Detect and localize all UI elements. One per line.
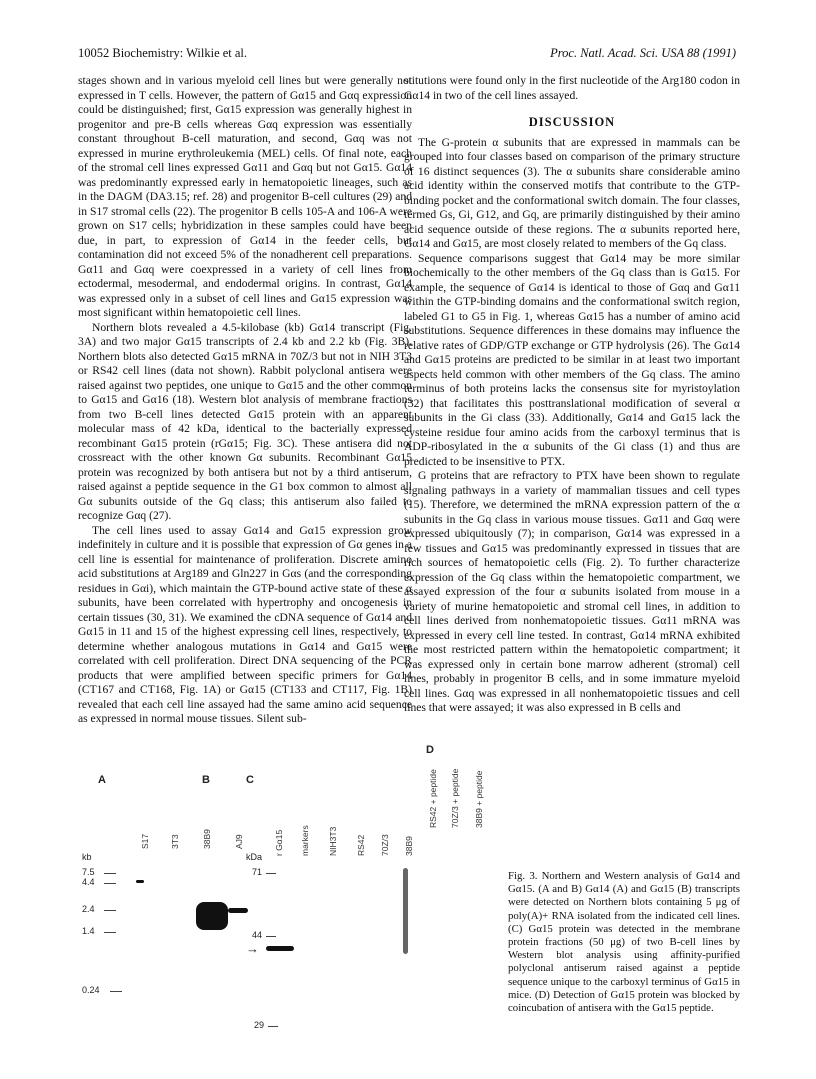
kda-tick-71: 71: [252, 867, 263, 877]
header-right: Proc. Natl. Acad. Sci. USA 88 (1991): [550, 46, 736, 60]
kb-tick-mark: [104, 910, 116, 911]
kda-tick-mark: [268, 1026, 278, 1027]
lane-label-38b9: 38B9: [202, 829, 212, 849]
kb-tick-mark: [110, 991, 122, 992]
lane-label-rs42-peptide: RS42 + peptide: [428, 769, 438, 828]
discussion-paragraph-2: Sequence comparisons suggest that Gα14 may be more similar biochemically to the other members of the Gq class than is Gα15. For example, the sequence of Gα14 is identical to those of Gαq and Gα11 within the GTP-binding domains and the conformational switch region, labeled G1 to G5 in Fig. 1, whereas Gα15 has a number of amino acid substitutions. Sequence differences in these domains may influence the relative rates of GDP/GTP exchange or GTP hydrolysis (26). The Gα14 and Gα15 proteins are predicted to be similar in at least two important aspects held common with other members of the Gq class. The amino terminus of both proteins lacks the consensus site for myristoylation (32) that facilitates this posttranslational modification of several α subunits in the Gi class (33). Additionally, Gα14 and Gα15 lack the cysteine residue four amino acids from the carboxyl terminus that is ADP-ribosylated in the α subunits of the Gi class (1) and thus are predicted to be insensitive to PTX.: [404, 251, 740, 468]
right-column: [404, 74, 740, 716]
lane-label-aj9: AJ9: [234, 834, 244, 849]
kda-tick-29: 29: [254, 1020, 265, 1030]
lane-label-rga15: r Gα15: [274, 829, 284, 856]
kb-tick-mark: [104, 873, 116, 874]
lane-label-markers: markers: [300, 825, 310, 856]
blot-band: [266, 946, 294, 951]
discussion-heading: DISCUSSION: [528, 115, 616, 129]
lane-label-3t3: 3T3: [170, 834, 180, 849]
panel-label-b: B: [202, 774, 210, 786]
kb-tick-mark: [104, 883, 116, 884]
lane-label-38b9-peptide: 38B9 + peptide: [474, 770, 484, 828]
kb-tick-0-24: 0.24: [82, 985, 100, 995]
kda-tick-mark: [266, 936, 276, 937]
discussion-paragraph-1: The G-protein α subunits that are expressed in mammals can be grouped into four classes based on comparison of the primary structure of 16 distinct sequences (3). The α subunits share considerable amino acid identity within the conserved motifs that contribute to the GTP-binding pocket and the conformational switch domain. The four classes, termed Gs, Gi, G12, and Gq, are primarily distinguished by their amino acid sequence outside of these regions. The α subunits reported here, Gα14 and Gα15, are most closely related to members of the Gq class.: [404, 135, 740, 250]
figure-3-caption: Fig. 3. Northern and Western analysis of Gα14 and Gα15. (A and B) Gα14 (A) and Gα15 (B) transcripts were detected on Northern blots containing 5 μg of poly(A)+ RNA isolated from the indicated cell lines. (C) Gα15 protein was detected in the membrane protein fractions (50 μg) of two B-cell lines by Western blot analysis using affinity-purified polyclonal antiserum raised against a peptide sequence unique to the carboxyl terminus of Gα15 in mice. (D) Detection of Gα15 protein was blocked by coincubation of antisera with the Gα15 peptide.: [508, 870, 740, 1015]
panel-label-c: C: [246, 774, 254, 786]
kda-tick-mark: [266, 873, 276, 874]
lane-label-rs42: RS42: [356, 834, 366, 856]
kda-tick-44: 44: [252, 930, 263, 940]
kb-axis-label: kb: [82, 852, 92, 862]
kb-tick-4-4: 4.4: [82, 877, 95, 887]
blot-band: [228, 908, 248, 913]
band-arrow: →: [246, 941, 259, 956]
right-intro-paragraph: stitutions were found only in the first nucleotide of the Arg180 codon in Gα14 in two of the cell lines assayed.: [404, 74, 740, 102]
blot-smear: [403, 868, 408, 954]
blot-band: [196, 902, 228, 930]
kb-tick-2-4: 2.4: [82, 904, 95, 914]
lane-label-s17: S17: [140, 833, 150, 849]
header-left: 10052 Biochemistry: Wilkie et al.: [78, 46, 248, 60]
left-paragraph-1: stages shown and in various myeloid cell lines but were generally not expressed in T cells. However, the pattern of Gα15 and Gαq expression could be distinguished; first, Gα15 expression was generally highest in progenitor and pre-B cells whereas Gαq expression was essentially constant throughout B-cell maturation, and second, Gαq was not expressed in murine erythroleukemia (MEL) cells. Of final note, each of the stromal cell lines expressed Gα11 and Gαq but not Gα15. Gα14 was predominantly expressed early in hematopoietic lineages, such as in the DAGM (DA3.15; ref. 28) and progenitor B-cell cultures (29) and in S17 stromal cells (22). The progenitor B cells 105-A and 106-A were grown on S17 cells; hybridization in these samples could have been due, in part, to expression of Gα14 in the feeder cells, but contamination did not exceed 5% of the nonadherent cell preparations. Gα11 and Gαq were coexpressed in a variety of cell lines from ectodermal, mesodermal, and endodermal origins. In contrast, Gα14 was expressed only in a subset of cell lines and Gα15 expression was most significant within hematopoietic cell lines.: [78, 74, 412, 319]
left-column: [78, 74, 412, 727]
kda-axis-label: kDa: [246, 852, 263, 862]
lane-label-70z3: 70Z/3: [380, 834, 390, 856]
kb-tick-1-4: 1.4: [82, 926, 95, 936]
panel-label-a: A: [98, 774, 106, 786]
kb-tick-mark: [104, 932, 116, 933]
lane-label-38b9-c: 38B9: [404, 836, 414, 856]
kb-tick-7-5: 7.5: [82, 867, 95, 877]
figure-3-blots: [78, 744, 498, 1034]
blot-band: [136, 880, 144, 883]
panel-label-d: D: [426, 744, 434, 756]
lane-label-nih3t3: NIH3T3: [328, 826, 338, 856]
left-paragraph-2: Northern blots revealed a 4.5-kilobase (kb) Gα14 transcript (Fig. 3A) and two major Gα15 transcripts of 2.4 kb and 2.2 kb (Fig. 3B). Northern blots also detected Gα15 mRNA in 70Z/3 but not in NIH 3T3 or RS42 cell lines (data not shown). Rabbit polyclonal antisera were raised against two peptides, one unique to Gα15 and the other common to Gα15 and Gα16 (18). Western blot analysis of membrane fractions from two B-cell lines detected Gα15 protein with an apparent molecular mass of 42 kDa, identical to the bacterially expressed recombinant Gα15 protein (rGα15; Fig. 3C). These antisera did not crossreact with the other known Gα subunits. Recombinant Gα15 protein was recognized by both antisera but not by a third antiserum, raised against a peptide sequence in the G1 box common to almost all Gα subunits outside of the Gq class; this antiserum also failed to recognize Gαq (27).: [78, 320, 412, 522]
discussion-paragraph-3: G proteins that are refractory to PTX have been shown to regulate signaling pathways in a variety of mammalian tissues and cell types (15). Therefore, we determined the mRNA expression pattern of the α subunits in the Gq class in various mouse tissues. Gα11 and Gαq were expressed ubiquitously (7); in comparison, Gα14 was expressed in a few tissues and Gα15 was predominantly expressed in tissues that are rich sources of hematopoietic cells (Fig. 2). To further characterize expression of the Gq class within the hematopoietic compartment, we assayed expression of the four α subunits isolated from mouse in a variety of murine hematopoietic and stromal cell lines, in addition to cell lines derived from nonhematopoietic tissues. Gα11 mRNA was expressed in every cell line tested. In contrast, Gα14 mRNA exhibited the most restricted pattern within the hematopoietic compartment; it was expressed only in certain bone marrow adherent (stromal) cell lines, probably in progenitor B cells, and in some immature myeloid cell lines. Gαq was expressed in all nonhematopoietic tissues and cell lines that were assayed; it was also expressed in B cells and: [404, 469, 740, 714]
lane-label-70z3-peptide: 70Z/3 + peptide: [450, 768, 460, 828]
left-paragraph-3: The cell lines used to assay Gα14 and Gα15 expression grow indefinitely in culture and it is possible that expression of Gα genes in a cell line is essential for maintenance of proliferation. Discrete amino acid substitutions at Arg189 and Gln227 in Gαs (and the corresponding residues in Gαi), which maintain the GTP-bound active state of these α subunits, have been correlated with hypertrophy and oncogenesis in certain tissues (30, 31). We examined the cDNA sequence of Gα14 and Gα15 in 11 and 15 of the highest expressing cell lines, respectively, to determine whether analogous mutations in Gα14 and Gα15 were correlated with cell proliferation. Direct DNA sequencing of the PCR products that were amplified between specific primers for Gα14 (CT167 and CT168, Fig. 1A) or Gα15 (CT133 and CT117, Fig. 1B) revealed that each cell line assayed had the same amino acid sequence as expressed in normal mouse tissues. Silent sub-: [78, 523, 412, 725]
running-header: [78, 46, 736, 64]
